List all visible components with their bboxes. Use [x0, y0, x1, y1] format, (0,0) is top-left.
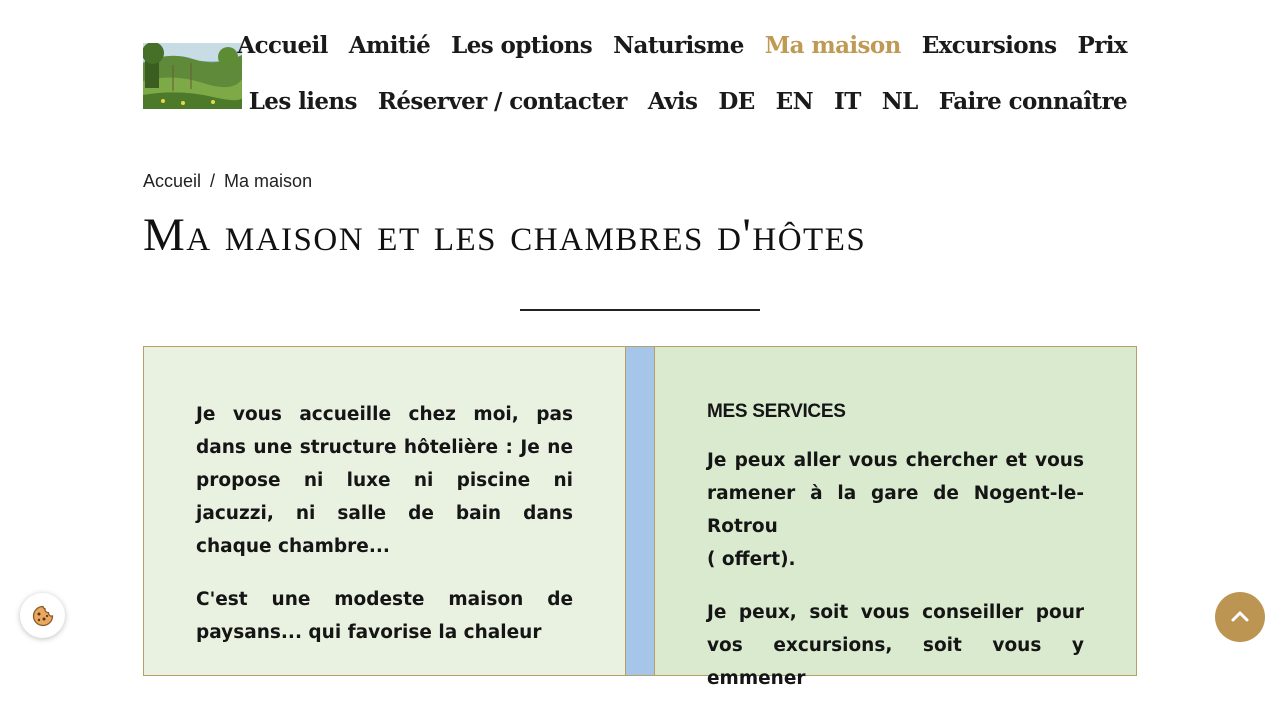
main-nav-row-2 — [249, 88, 1127, 115]
nav-item-amitie[interactable]: Amitié — [348, 32, 431, 59]
landscape-logo-image — [143, 43, 242, 109]
chevron-up-icon — [1229, 606, 1251, 628]
services-heading: MES SERVICES — [707, 401, 846, 422]
intro-paragraph: Je vous accueille chez moi, pas dans une structure hôtelière : Je ne propose ni luxe ni piscine ni jacuzzi, ni salle de bain dans chaque chambre... — [196, 404, 573, 557]
site-logo[interactable] — [143, 43, 242, 109]
services-paragraph: Je peux aller vous chercher et vous ramener à la gare de Nogent-le-Rotrou — [707, 450, 1084, 537]
nav-item-lang-de[interactable]: DE — [718, 88, 755, 115]
cookie-settings-button[interactable] — [20, 593, 65, 638]
nav-item-excursions[interactable]: Excursions — [921, 32, 1057, 59]
title-underline-divider — [520, 309, 760, 311]
nav-item-reserver-contacter[interactable]: Réserver / contacter — [377, 88, 627, 115]
page-title: Ma maison et les chambres d'hôtes — [143, 209, 867, 261]
nav-item-avis[interactable]: Avis — [647, 88, 698, 115]
services-paragraph: ( offert). — [707, 549, 796, 570]
nav-item-lang-nl[interactable]: NL — [881, 88, 918, 115]
nav-item-naturisme[interactable]: Naturisme — [613, 32, 744, 59]
nav-item-faire-connaitre[interactable]: Faire connaître — [938, 88, 1127, 115]
nav-item-prix[interactable]: Prix — [1077, 32, 1127, 59]
breadcrumb — [143, 171, 312, 192]
services-panel — [654, 346, 1137, 689]
intro-panel-body — [196, 398, 573, 669]
breadcrumb-separator: / — [210, 171, 216, 191]
column-separator-band — [626, 346, 654, 676]
breadcrumb-current: Ma maison — [224, 171, 313, 191]
breadcrumb-home-link[interactable]: Accueil — [143, 171, 202, 191]
scroll-to-top-button[interactable] — [1215, 592, 1265, 642]
services-paragraph: Je peux, soit vous conseiller pour vos excursions, soit vous y emmener — [707, 602, 1084, 689]
cookie-icon — [32, 605, 54, 627]
nav-item-lang-en[interactable]: EN — [775, 88, 814, 115]
nav-item-lang-it[interactable]: IT — [834, 88, 861, 115]
intro-panel — [143, 346, 626, 676]
intro-paragraph: C'est une modeste maison de paysans... qui favorise la chaleur — [196, 589, 573, 643]
services-panel-body — [707, 396, 1084, 715]
nav-item-accueil[interactable]: Accueil — [237, 32, 328, 59]
nav-item-les-options[interactable]: Les options — [451, 32, 593, 59]
main-nav-row-1 — [237, 32, 1127, 59]
nav-item-ma-maison[interactable]: Ma maison — [764, 32, 901, 59]
nav-item-les-liens[interactable]: Les liens — [248, 88, 357, 115]
